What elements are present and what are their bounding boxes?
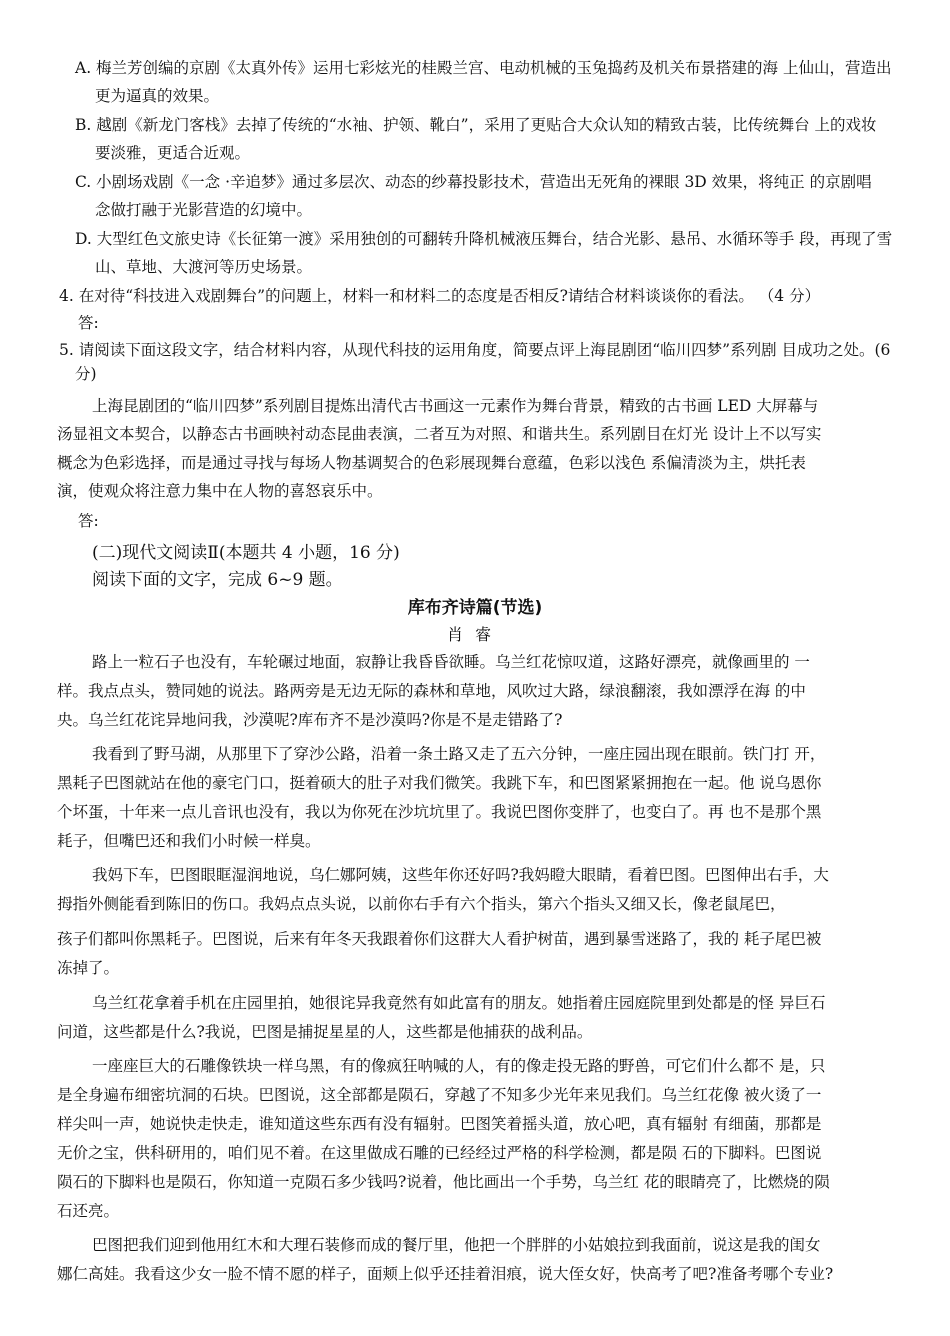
article-line: 冻掉了。 [57, 959, 120, 977]
article-line: 石还亮。 [57, 1202, 120, 1220]
q5-passage-line-4: 演，使观众将注意力集中在人物的喜怒哀乐中。 [57, 482, 383, 500]
article-line: 一座座巨大的石雕像铁块一样乌黑，有的像疯狂呐喊的人，有的像走投无路的野兽，可它们什么都不 是，只 [92, 1057, 826, 1075]
article-line: 拇指外侧能看到陈旧的伤口。我妈点点头说，以前你右手有六个指头，第六个指头又细又长，像老鼠尾巴， [57, 895, 786, 913]
option-c-line-1: C. 小剧场戏剧《一念 ·辛追梦》通过多层次、动态的纱幕投影技术，营造出无死角的裸眼 3D 效果，将纯正 的京剧唱 [75, 173, 872, 191]
article-author: 肖睿 [446, 625, 503, 644]
option-d-line-2: 山、草地、大渡河等历史场景。 [95, 258, 313, 276]
article-line: 乌兰红花拿着手机在庄园里拍，她很诧异我竟然有如此富有的朋友。她指着庄园庭院里到处都是的怪 异巨石 [92, 994, 826, 1012]
q5-passage-line-3: 概念为色彩选择，而是通过寻找与每场人物基调契合的色彩展现舞台意蕴，色彩以浅色 系偏清淡为主，烘托表 [57, 454, 806, 472]
article-line: 我妈下车，巴图眼眶湿润地说，乌仁娜阿姨，这些年你还好吗?我妈瞪大眼睛，看着巴图。巴图伸出右手，大 [92, 866, 829, 884]
q5-passage-line-1: 上海昆剧团的“临川四梦”系列剧目提炼出清代古书画这一元素作为舞台背景，精致的古书画 LED 大屏幕与 [92, 397, 819, 415]
article-line: 央。乌兰红花诧异地问我，沙漠呢?库布齐不是沙漠吗?你是不是走错路了? [57, 711, 563, 729]
article-line: 样。我点点头，赞同她的说法。路两旁是无边无际的森林和草地，风吹过大路，绿浪翻滚，我如漂浮在海 的中 [57, 682, 806, 700]
article-line: 路上一粒石子也没有，车轮碾过地面，寂静让我昏昏欲睡。乌兰红花惊叹道，这路好漂亮，就像画里的 一 [92, 653, 810, 671]
option-c-line-2: 念做打融于光影营造的幻境中。 [95, 201, 313, 219]
option-b-line-1: B. 越剧《新龙门客栈》去掉了传统的“水袖、护领、靴白”，采用了更贴合大众认知的精致古装，比传统舞台 上的戏妆 [75, 116, 877, 134]
section-instruction: 阅读下面的文字，完成 6~9 题。 [92, 570, 343, 590]
option-a-line-2: 更为逼真的效果。 [95, 87, 220, 105]
option-b-line-2: 要淡雅，更适合近观。 [95, 144, 251, 162]
question-4: 4. 在对待“科技进入戏剧舞台”的问题上，材料一和材料二的态度是否相反?请结合材料谈谈你的看法。 （4 分） [59, 287, 821, 305]
article-line: 黑耗子巴图就站在他的豪宅门口，挺着硕大的肚子对我们微笑。我跳下车，和巴图紧紧拥抱在一起。他 说乌恩你 [57, 774, 822, 792]
question-5-line-2: 分) [75, 365, 97, 383]
question-4-answer: 答: [78, 314, 99, 332]
section-heading: (二)现代文阅读Ⅱ(本题共 4 小题，16 分) [92, 543, 400, 563]
article-line: 无价之宝，供科研用的，咱们见不着。在这里做成石雕的已经经过严格的科学检测，都是陨 石的下脚料。巴图说 [57, 1144, 822, 1162]
article-line: 个坏蛋，十年来一点儿音讯也没有，我以为你死在沙坑坑里了。我说巴图你变胖了，也变白了。再 也不是那个黑 [57, 803, 822, 821]
article-line: 我看到了野马湖，从那里下了穿沙公路，沿着一条土路又走了五六分钟，一座庄园出现在眼前。铁门打 开， [92, 745, 826, 763]
article-line: 是全身遍布细密坑洞的石块。巴图说，这全部都是陨石，穿越了不知多少光年来见我们。乌兰红花像 被火烫了一 [57, 1086, 822, 1104]
article-line: 巴图把我们迎到他用红木和大理石装修而成的餐厅里，他把一个胖胖的小姑娘拉到我面前，说这是我的闺女 [92, 1236, 821, 1254]
q5-passage-line-2: 汤显祖文本契合，以静态古书画映衬动态昆曲表演，二者互为对照、和谐共生。系列剧目在灯光 设计上不以写实 [57, 425, 822, 443]
article-line: 娜仁高娃。我看这少女一脸不情不愿的样子，面颊上似乎还挂着泪痕，说大侄女好，快高考了吧?准备考哪个专业? [57, 1265, 834, 1283]
question-5-answer: 答: [78, 512, 99, 530]
article-line: 孩子们都叫你黑耗子。巴图说，后来有年冬天我跟着你们这群大人看护树苗，遇到暴雪迷路了，我的 耗子尾巴被 [57, 930, 822, 948]
article-line: 样尖叫一声，她说快走快走，谁知道这些东西有没有辐射。巴图笑着摇头道，放心吧，真有辐射 有细菌，那都是 [57, 1115, 822, 1133]
article-title: 库布齐诗篇(节选) [407, 598, 543, 618]
article-line: 问道，这些都是什么?我说，巴图是捕捉星星的人，这些都是他捕获的战利品。 [57, 1023, 593, 1041]
article-line: 陨石的下脚料也是陨石，你知道一克陨石多少钱吗?说着，他比画出一个手势，乌兰红 花的眼睛亮了，比燃烧的陨 [57, 1173, 830, 1191]
option-d-line-1: D. 大型红色文旅史诗《长征第一渡》采用独创的可翻转升降机械液压舞台，结合光影、悬吊、水循环等手 段，再现了雪 [75, 230, 893, 248]
question-5-line-1: 5. 请阅读下面这段文字，结合材料内容，从现代科技的运用角度，简要点评上海昆剧团“临川四梦”系列剧 目成功之处。(6 [59, 341, 891, 359]
option-a-line-1: A. 梅兰芳创编的京剧《太真外传》运用七彩炫光的桂殿兰宫、电动机械的玉兔捣药及机关布景搭建的海 上仙山，营造出 [75, 59, 892, 77]
article-line: 耗子，但嘴巴还和我们小时候一样臭。 [57, 832, 321, 850]
